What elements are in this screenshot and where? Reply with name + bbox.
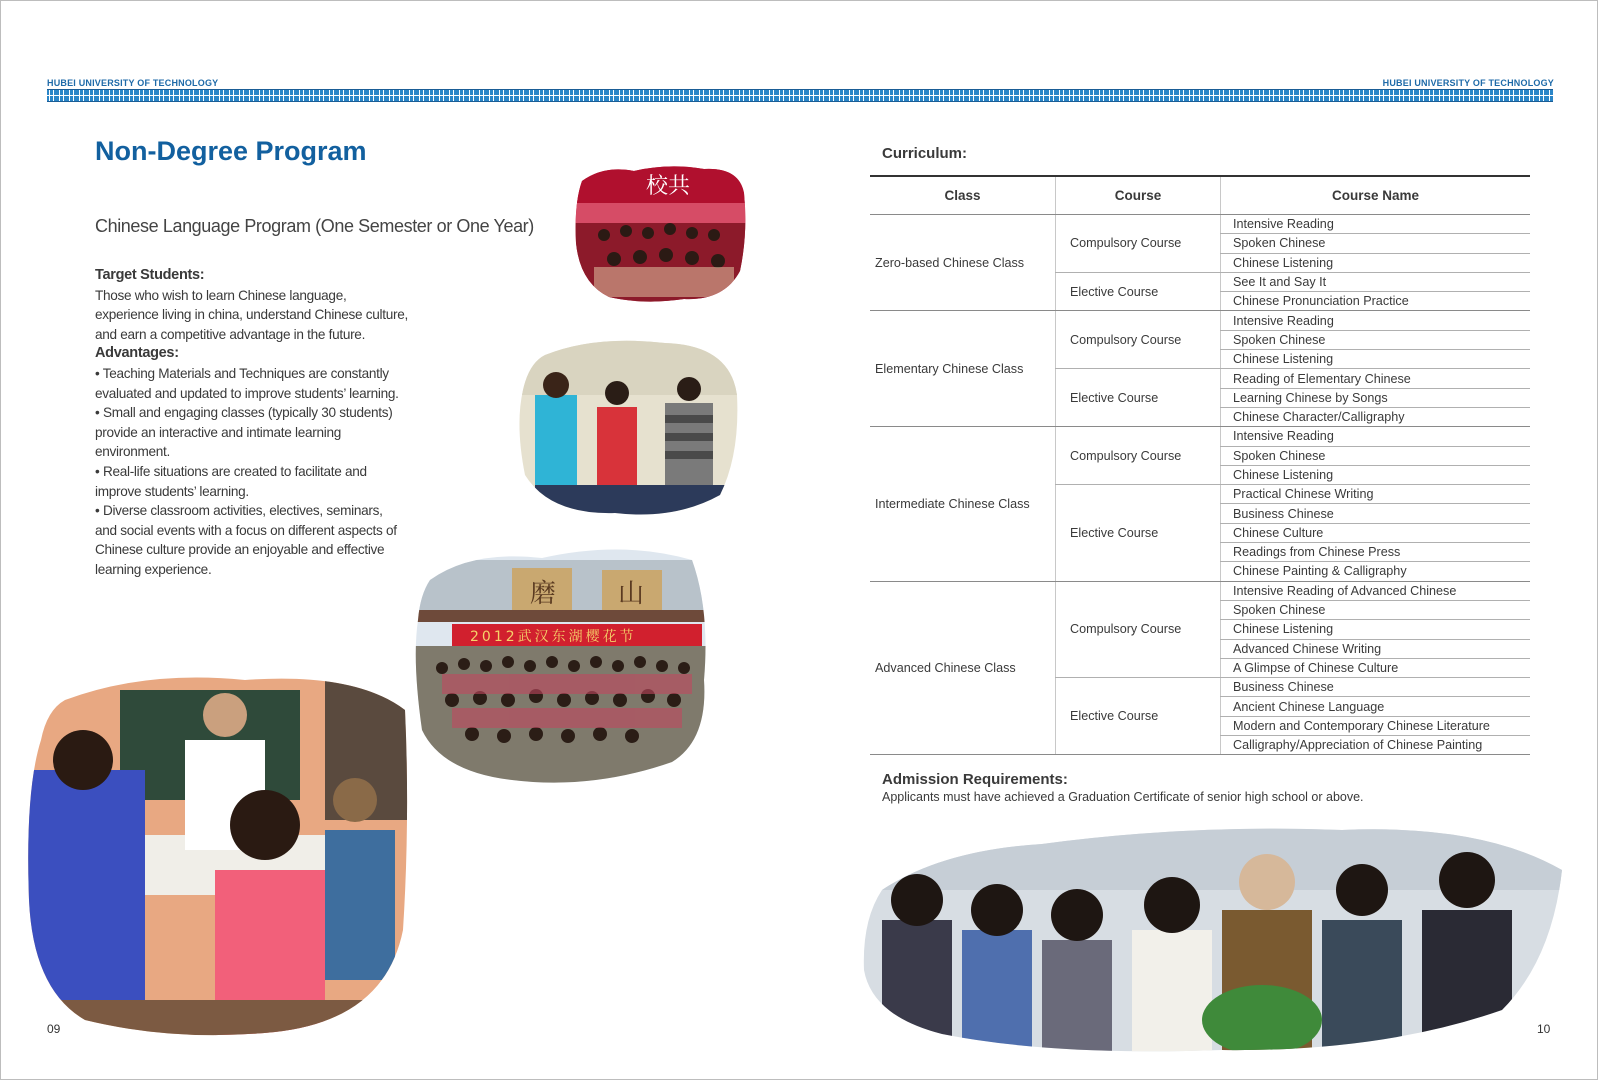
advantage-line: • Diverse classroom activities, electives, seminars, [95, 501, 445, 521]
course-name-cell: Chinese Listening [1221, 253, 1531, 272]
page-number-right: 10 [1537, 1022, 1551, 1036]
course-name-cell: Calligraphy/Appreciation of Chinese Painting [1221, 736, 1531, 755]
course-type-cell: Elective Course [1056, 369, 1221, 427]
students-walking-photo [515, 335, 740, 520]
course-name-cell: Chinese Pronunciation Practice [1221, 292, 1531, 311]
advantages-list [95, 364, 445, 580]
curriculum-heading: Curriculum: [882, 145, 968, 162]
admission-text: Applicants must have achieved a Graduation Certificate of senior high school or above. [882, 790, 1364, 804]
class-name-cell: Intermediate Chinese Class [870, 427, 1056, 581]
course-type-cell: Compulsory Course [1056, 581, 1221, 677]
advantage-line: learning experience. [95, 561, 212, 577]
table-row [870, 427, 1530, 446]
course-type-cell: Elective Course [1056, 678, 1221, 755]
course-name-cell: Business Chinese [1221, 504, 1531, 523]
curriculum-header-row [870, 176, 1530, 215]
greek-key-border [47, 89, 1553, 102]
class-name-cell: Elementary Chinese Class [870, 311, 1056, 427]
course-type-cell: Elective Course [1056, 485, 1221, 581]
advantage-line: improve students’ learning. [95, 483, 249, 499]
class-name-cell: Zero-based Chinese Class [870, 215, 1056, 311]
target-students-line: and earn a competitive advantage in the future. [95, 326, 366, 342]
target-students-heading: Target Students: [95, 267, 205, 283]
students-teacher-photo [862, 820, 1566, 1056]
course-name-cell: See It and Say It [1221, 272, 1531, 291]
advantage-line: provide an interactive and intimate learning [95, 424, 341, 440]
table-row [870, 215, 1530, 234]
header-course-name: Course Name [1221, 176, 1531, 215]
photo-sign-char-1: 磨 [530, 579, 557, 609]
admission-heading: Admission Requirements: [882, 771, 1068, 788]
target-students-text [95, 286, 445, 345]
classroom-photo [25, 670, 410, 1040]
advantage-line: • Teaching Materials and Techniques are constantly [95, 364, 445, 384]
photo-sign-char-2: 山 [618, 579, 645, 609]
course-name-cell: Intensive Reading [1221, 215, 1531, 234]
advantage-line: and social events with a focus on different aspects of [95, 522, 397, 538]
course-name-cell: Learning Chinese by Songs [1221, 388, 1531, 407]
table-row [870, 581, 1530, 600]
target-students-line: experience living in china, understand Chinese culture, [95, 307, 408, 323]
course-type-cell: Compulsory Course [1056, 311, 1221, 369]
advantages-heading: Advantages: [95, 345, 179, 362]
course-name-cell: Intensive Reading [1221, 311, 1531, 330]
course-name-cell: Intensive Reading [1221, 427, 1531, 446]
course-name-cell: Spoken Chinese [1221, 446, 1531, 465]
course-name-cell: Reading of Elementary Chinese [1221, 369, 1531, 388]
photo-festival-banner: 2012武汉东湖樱花节 [470, 629, 637, 645]
header-university-right: HUBEI UNIVERSITY OF TECHNOLOGY [1382, 78, 1554, 88]
advantage-line: Chinese culture provide an enjoyable and effective [95, 542, 385, 558]
course-name-cell: Chinese Listening [1221, 620, 1531, 639]
program-description [95, 266, 445, 580]
curriculum-table [870, 175, 1530, 755]
program-subtitle: Chinese Language Program (One Semester or One Year) [95, 216, 534, 236]
course-name-cell: Ancient Chinese Language [1221, 697, 1531, 716]
advantage-line: evaluated and updated to improve students’ learning. [95, 385, 399, 401]
course-name-cell: Spoken Chinese [1221, 600, 1531, 619]
course-name-cell: Readings from Chinese Press [1221, 543, 1531, 562]
page-number-left: 09 [47, 1022, 61, 1036]
group-photo-red-banner [574, 163, 748, 305]
festival-group-photo [412, 540, 712, 790]
header-course: Course [1056, 176, 1221, 215]
table-row [870, 311, 1530, 330]
course-name-cell: A Glimpse of Chinese Culture [1221, 658, 1531, 677]
course-type-cell: Compulsory Course [1056, 215, 1221, 273]
course-name-cell: Chinese Listening [1221, 350, 1531, 369]
photo-banner-text: 校共 [646, 174, 691, 199]
course-name-cell: Chinese Character/Calligraphy [1221, 407, 1531, 426]
course-name-cell: Modern and Contemporary Chinese Literature [1221, 716, 1531, 735]
course-name-cell: Intensive Reading of Advanced Chinese [1221, 581, 1531, 600]
course-name-cell: Spoken Chinese [1221, 234, 1531, 253]
advantage-line: • Small and engaging classes (typically 30 students) [95, 403, 445, 423]
course-name-cell: Advanced Chinese Writing [1221, 639, 1531, 658]
advantage-line: • Real-life situations are created to facilitate and [95, 462, 445, 482]
course-name-cell: Business Chinese [1221, 678, 1531, 697]
course-type-cell: Elective Course [1056, 272, 1221, 311]
course-name-cell: Practical Chinese Writing [1221, 485, 1531, 504]
header-class: Class [870, 176, 1056, 215]
header-university-left: HUBEI UNIVERSITY OF TECHNOLOGY [47, 78, 219, 88]
course-name-cell: Chinese Culture [1221, 523, 1531, 542]
advantage-line: environment. [95, 444, 170, 460]
target-students-line: Those who wish to learn Chinese language, [95, 287, 347, 303]
course-name-cell: Spoken Chinese [1221, 330, 1531, 349]
course-name-cell: Chinese Painting & Calligraphy [1221, 562, 1531, 581]
course-name-cell: Chinese Listening [1221, 465, 1531, 484]
class-name-cell: Advanced Chinese Class [870, 581, 1056, 755]
page-title: Non-Degree Program [95, 136, 367, 166]
course-type-cell: Compulsory Course [1056, 427, 1221, 485]
